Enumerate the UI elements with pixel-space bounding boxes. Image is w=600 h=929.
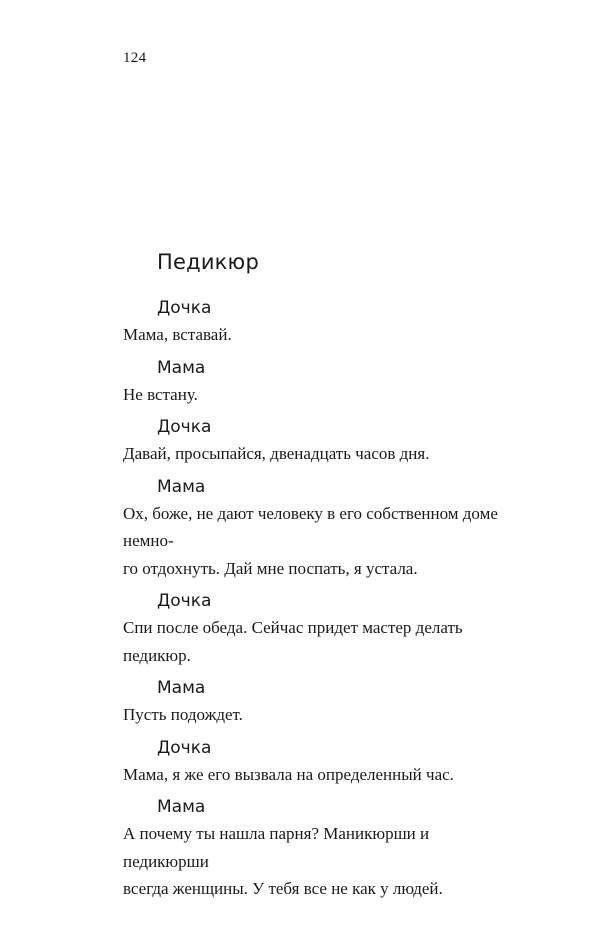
- speaker-name: Дочка: [157, 298, 212, 318]
- dialogue-entry: [123, 296, 503, 349]
- speech-line-part: всегда женщины. У тебя все не как у людей.: [123, 879, 443, 898]
- speech-line: [123, 820, 503, 903]
- dialogue-entry: [123, 475, 503, 583]
- dialogue: [123, 296, 503, 910]
- dialogue-entry: [123, 356, 503, 409]
- speech-line-part: Ох, боже, не дают человеку в его собственном доме немно-: [123, 503, 498, 550]
- speaker-name: Дочка: [157, 591, 212, 611]
- speaker-name: Мама: [157, 476, 206, 497]
- speech-line: Мама, я же его вызвала на определенный час.: [123, 764, 454, 784]
- dialogue-entry: [123, 795, 503, 903]
- speech-line: Пусть подождет.: [123, 705, 243, 724]
- speaker-name: Мама: [157, 797, 206, 817]
- speaker-name: Дочка: [157, 737, 212, 758]
- speech-line: Мама, вставай.: [123, 325, 232, 344]
- speaker-name: Дочка: [157, 417, 212, 437]
- dialogue-entry: [123, 589, 503, 669]
- dialogue-entry: [123, 736, 503, 789]
- speech-line: Не встану.: [123, 384, 198, 404]
- speech-line-part: А почему ты нашла парня? Маникюрши и педикюрши: [123, 824, 430, 871]
- dialogue-entry: [123, 676, 503, 729]
- speech-line-part: го отдохнуть. Дай мне поспать, я устала.: [123, 558, 418, 578]
- speech-line: Спи после обеда. Сейчас придет мастер делать педикюр.: [123, 618, 463, 665]
- speaker-name: Мама: [157, 678, 206, 698]
- dialogue-entry: [123, 415, 503, 468]
- speech-line: [123, 500, 503, 583]
- page-number: 124: [123, 50, 147, 66]
- page-title: Педикюр: [157, 250, 259, 274]
- speech-line: Давай, просыпайся, двенадцать часов дня.: [123, 444, 430, 463]
- speaker-name: Мама: [157, 357, 206, 378]
